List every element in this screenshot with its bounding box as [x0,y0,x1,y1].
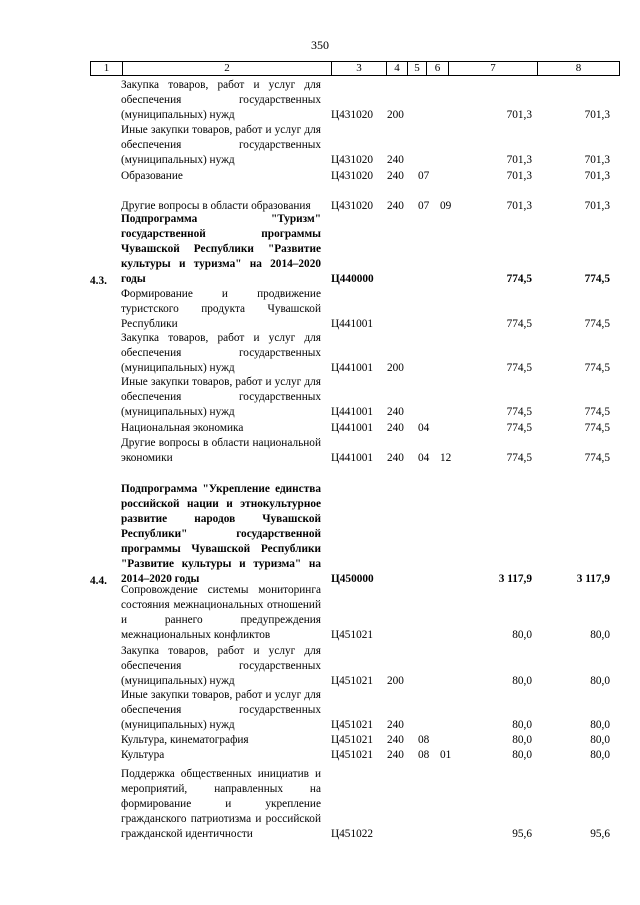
row-vr: 240 [387,749,404,761]
header-col-5: 5 [407,62,426,75]
row-rz: 08 [418,734,430,746]
row-value-8: 774,5 [584,318,610,330]
row-value-8: 774,5 [584,273,610,285]
row-vr: 200 [387,109,404,121]
row-value-8: 701,3 [584,200,610,212]
row-rz: 07 [418,170,430,182]
header-col-8: 8 [537,62,619,75]
row-rz: 07 [418,200,430,212]
row-name: Сопровождение системы мониторинга состояния межнациональных отношений и раннего предупреждения межнациональных конфликтов [121,584,321,641]
row-csr: Ц441001 [331,422,374,434]
row-vr: 240 [387,170,404,182]
row-csr: Ц451021 [331,734,374,746]
row-value-7: 774,5 [506,318,532,330]
row-pr: 01 [440,749,452,761]
row-value-8: 774,5 [584,406,610,418]
row-rz: 04 [418,422,430,434]
header-col-7: 7 [448,62,537,75]
row-csr: Ц431020 [331,200,374,212]
row-value-8: 3 117,9 [576,573,610,585]
header-col-1: 1 [103,62,110,74]
row-rz: 08 [418,749,430,761]
row-name: Иные закупки товаров, работ и услуг для обеспечения государственных (муниципальных) нужд [121,376,321,418]
row-name: Иные закупки товаров, работ и услуг для обеспечения государственных (муниципальных) нужд [121,124,321,166]
row-value-7: 701,3 [506,154,532,166]
row-csr: Ц451021 [331,675,374,687]
row-value-7: 701,3 [506,200,532,212]
row-name: Подпрограмма "Туризм" государственной программы Чувашской Республики "Развитие культуры и туризма" на 2014–2020 годы [121,213,321,285]
row-csr: Ц431020 [331,154,374,166]
row-value-7: 774,5 [506,362,532,374]
row-name: Образование [121,170,183,182]
row-csr: Ц451021 [331,719,374,731]
row-value-8: 80,0 [590,719,610,731]
row-number: 4.3. [90,275,107,287]
row-value-7: 774,5 [506,273,532,285]
header-col-6: 6 [426,62,448,75]
row-value-8: 774,5 [584,452,610,464]
row-name: Культура, кинематография [121,734,249,746]
row-value-8: 80,0 [590,675,610,687]
row-value-7: 701,3 [506,170,532,182]
row-value-7: 80,0 [512,675,532,687]
row-value-7: 774,5 [506,422,532,434]
page-number: 350 [311,38,329,52]
row-name: Другие вопросы в области национальной экономики [121,437,321,464]
row-value-8: 80,0 [590,734,610,746]
row-value-8: 774,5 [584,362,610,374]
row-csr: Ц441001 [331,406,374,418]
row-vr: 240 [387,154,404,166]
row-value-7: 95,6 [512,828,532,840]
row-csr: Ц451021 [331,629,374,641]
row-value-7: 80,0 [512,734,532,746]
row-value-7: 80,0 [512,749,532,761]
row-value-7: 80,0 [512,629,532,641]
row-value-7: 774,5 [506,452,532,464]
row-csr: Ц451022 [331,828,374,840]
row-csr: Ц451021 [331,749,374,761]
row-name: Формирование и продвижение туристского продукта Чувашской Республики [121,288,321,330]
header-col-4: 4 [386,62,407,75]
row-value-8: 95,6 [590,828,610,840]
row-name: Закупка товаров, работ и услуг для обеспечения государственных (муниципальных) нужд [121,645,321,687]
row-value-7: 701,3 [506,109,532,121]
row-vr: 240 [387,200,404,212]
row-value-8: 701,3 [584,170,610,182]
row-pr: 12 [440,452,452,464]
header-col-3: 3 [331,62,386,75]
row-value-8: 80,0 [590,629,610,641]
row-value-7: 80,0 [512,719,532,731]
row-pr: 09 [440,200,452,212]
row-value-8: 701,3 [584,109,610,121]
row-name: Закупка товаров, работ и услуг для обеспечения государственных (муниципальных) нужд [121,79,321,121]
row-name: Национальная экономика [121,422,244,434]
header-col-2: 2 [122,62,331,75]
row-vr: 240 [387,422,404,434]
row-value-7: 774,5 [506,406,532,418]
row-rz: 04 [418,452,430,464]
row-csr: Ц450000 [331,573,374,585]
row-name: Поддержка общественных инициатив и мероприятий, направленных на формирование и укрепление гражданского патриотизма и российской гражданской идентичности [121,768,321,840]
row-csr: Ц431020 [331,170,374,182]
row-csr: Ц441001 [331,318,374,330]
row-csr: Ц441001 [331,452,374,464]
row-vr: 240 [387,452,404,464]
row-vr: 200 [387,362,404,374]
row-csr: Ц440000 [331,273,374,285]
row-vr: 200 [387,675,404,687]
row-name: Закупка товаров, работ и услуг для обеспечения государственных (муниципальных) нужд [121,332,321,374]
row-name: Другие вопросы в области образования [121,200,311,212]
row-value-7: 3 117,9 [498,573,532,585]
row-vr: 240 [387,406,404,418]
row-value-8: 701,3 [584,154,610,166]
row-value-8: 774,5 [584,422,610,434]
row-name: Подпрограмма "Укрепление единства российской нации и этнокультурное развитие народов Чувашской Республики" государственной программы Чувашской Республики "Развитие культуры и туризма" на 2014–2020 годы [121,483,321,585]
row-number: 4.4. [90,575,107,587]
row-csr: Ц431020 [331,109,374,121]
row-vr: 240 [387,719,404,731]
row-name: Культура [121,749,165,761]
row-name: Иные закупки товаров, работ и услуг для обеспечения государственных (муниципальных) нужд [121,689,321,731]
row-value-8: 80,0 [590,749,610,761]
row-vr: 240 [387,734,404,746]
row-csr: Ц441001 [331,362,374,374]
